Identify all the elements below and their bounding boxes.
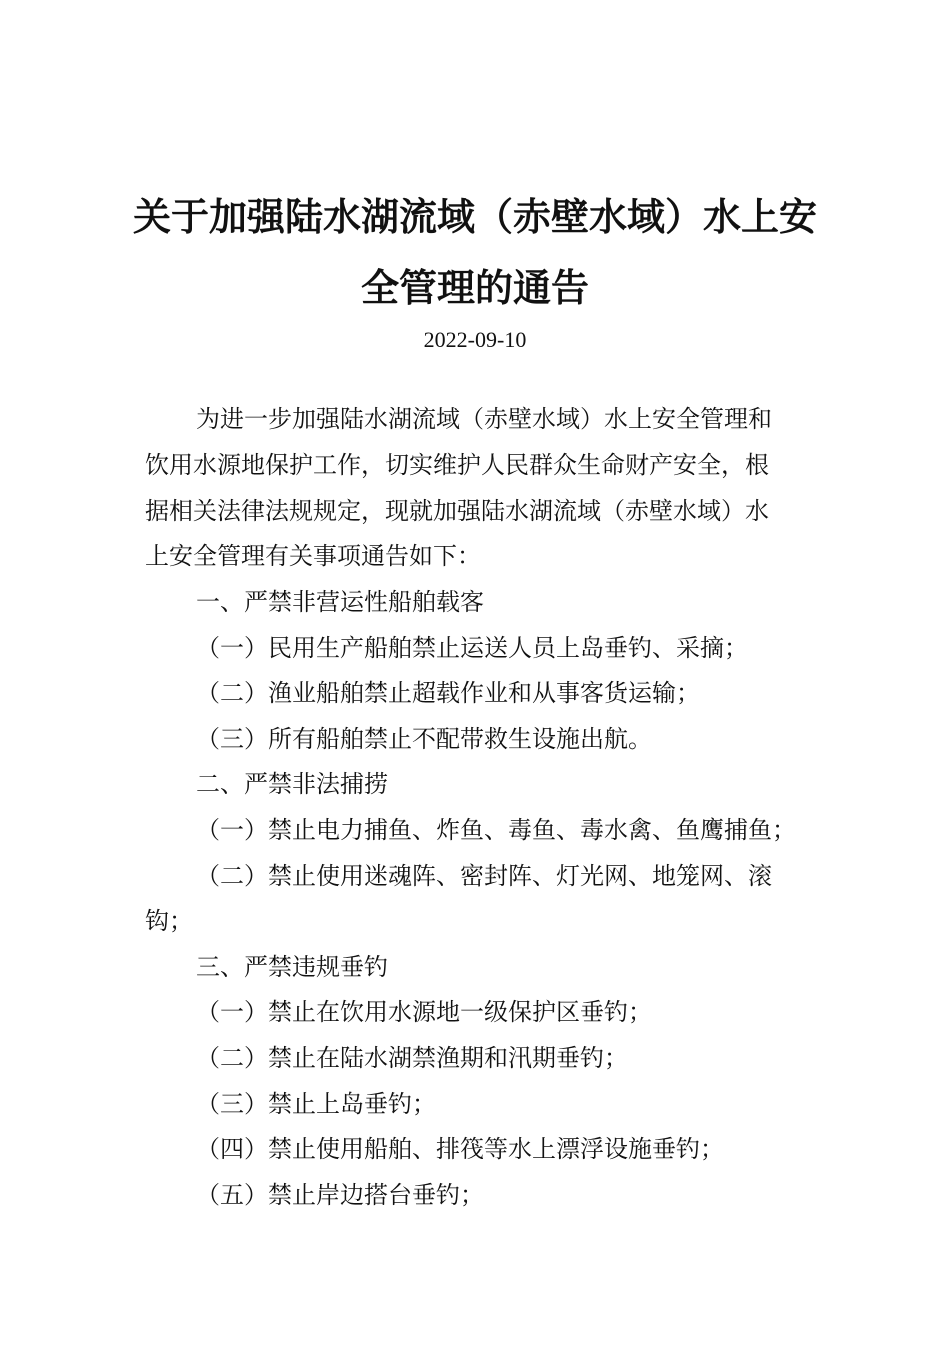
document-date: 2022-09-10: [423, 327, 527, 352]
document-title-line-2: 全管理的通告: [360, 265, 589, 310]
section-2-item-2-line-2: 钩；: [145, 907, 193, 935]
intro-line-2: 饮用水源地保护工作，切实维护人民群众生命财产安全，根: [145, 451, 769, 479]
section-3-item-4: （四）禁止使用船舶、排筏等水上漂浮设施垂钓；: [196, 1135, 724, 1163]
section-3-item-2: （二）禁止在陆水湖禁渔期和汛期垂钓；: [196, 1044, 628, 1072]
section-2-heading: 二、严禁非法捕捞: [196, 770, 388, 798]
intro-line-1: 为进一步加强陆水湖流域（赤壁水域）水上安全管理和: [196, 405, 772, 433]
intro-line-3: 据相关法律法规规定，现就加强陆水湖流域（赤壁水域）水: [145, 497, 769, 525]
section-3-item-3: （三）禁止上岛垂钓；: [196, 1090, 436, 1118]
section-3-item-1: （一）禁止在饮用水源地一级保护区垂钓；: [196, 998, 652, 1026]
document-title-line-1: 关于加强陆水湖流域（赤壁水域）水上安: [132, 194, 817, 239]
section-1-item-1: （一）民用生产船舶禁止运送人员上岛垂钓、采摘；: [196, 634, 748, 662]
section-1-heading: 一、严禁非营运性船舶载客: [196, 588, 484, 616]
section-1-item-2: （二）渔业船舶禁止超载作业和从事客货运输；: [196, 679, 700, 707]
section-3-heading: 三、严禁违规垂钓: [196, 953, 388, 981]
intro-line-4: 上安全管理有关事项通告如下：: [145, 542, 481, 570]
section-1-item-3: （三）所有船舶禁止不配带救生设施出航。: [196, 725, 652, 753]
section-3-item-5: （五）禁止岸边搭台垂钓；: [196, 1181, 484, 1209]
section-2-item-1: （一）禁止电力捕鱼、炸鱼、毒鱼、毒水禽、鱼鹰捕鱼；: [196, 816, 796, 844]
section-2-item-2-line-1: （二）禁止使用迷魂阵、密封阵、灯光网、地笼网、滚: [196, 862, 772, 890]
